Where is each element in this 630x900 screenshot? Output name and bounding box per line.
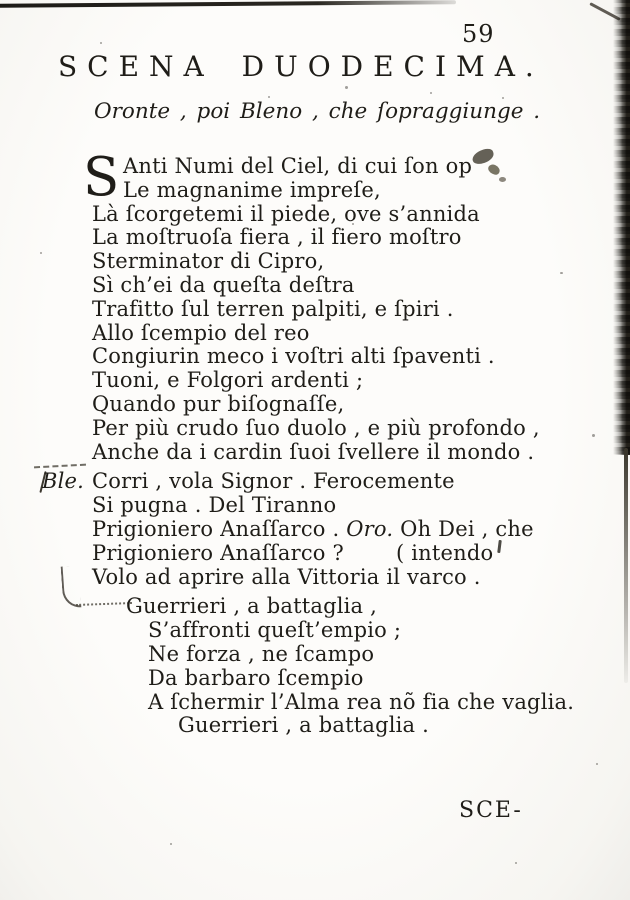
verse-line	[92, 202, 612, 226]
margin-ink-mark	[34, 464, 86, 469]
verse-line	[92, 493, 612, 517]
verse-text: Quando pur biſognaſſe,	[92, 391, 345, 416]
verse-line	[92, 517, 612, 541]
scan-speck	[40, 252, 42, 254]
verse-text: Prigioniero Anaſſarco ?	[92, 540, 344, 565]
verse-text: S’affronti queſt’empio ;	[148, 618, 402, 643]
scan-speck	[515, 862, 517, 864]
verse-line	[92, 154, 612, 178]
verse-text: Prigioniero Anaſſarco .	[92, 516, 347, 541]
scan-speck	[100, 42, 102, 44]
inline-speaker-label: Oro.	[346, 516, 394, 541]
verse-line	[92, 249, 612, 273]
verse-line	[92, 416, 612, 440]
verse-text: Sì ch’ei da queſta deſtra	[92, 272, 355, 297]
verse-text: La moſtruoſa fiera , il fiero moſtro	[92, 225, 462, 250]
scan-speck	[345, 86, 348, 89]
verse-text: Trafitto ſul terren palpiti, e ſpiri .	[92, 296, 454, 321]
stage-direction: Oronte , poi Bleno , che ſopraggiunge .	[94, 99, 541, 124]
scan-speck	[268, 96, 270, 98]
verse-text: Guerrieri , a battaglia .	[178, 713, 430, 738]
verse-text: Corri , vola Signor . Ferocemente	[92, 469, 455, 494]
verse-text: A ſchermir l’Alma rea nõ fia che vaglia.	[148, 689, 575, 714]
verse-line	[92, 565, 612, 589]
verse-line	[92, 392, 612, 416]
verse-line	[92, 594, 612, 618]
verse-line	[92, 321, 612, 345]
speaker-label: Ble.	[42, 469, 85, 494]
verse-line	[92, 368, 612, 392]
scan-speck	[596, 763, 598, 765]
scan-speck	[430, 92, 432, 94]
verse-line	[92, 713, 612, 737]
page-right-edge-shadow	[613, 0, 630, 455]
verse-line	[92, 297, 612, 321]
verse-text: Là ſcorgetemi il piede, ove s’annida	[92, 201, 480, 226]
verse-text: Congiurin meco i voſtri alti ſpaventi .	[92, 344, 495, 369]
verse-line	[92, 618, 612, 642]
verse-text: Volo ad aprire alla Vittoria il varco .	[92, 564, 481, 589]
verse-text: ( intendo	[395, 540, 494, 565]
verse-text: Tuoni, e Folgori ardenti ;	[92, 368, 364, 393]
verse-line	[92, 344, 612, 368]
verse-text: Per più crudo ſuo duolo , e più profondo ,	[92, 415, 540, 440]
catchword: SCE-	[459, 798, 523, 823]
verse-line	[92, 178, 612, 202]
verse-text: Sterminator di Cipro,	[92, 249, 325, 274]
verse-line	[92, 541, 612, 565]
page-right-edge-line	[624, 448, 628, 683]
verse-line	[42, 469, 612, 494]
verse-text: Le magnanime impreſe,	[123, 177, 381, 202]
verse-text: Oh Dei , che	[393, 516, 534, 541]
verse-line	[92, 225, 612, 249]
verse-line	[92, 642, 612, 666]
scene-heading: SCENA DUODECIMA.	[58, 50, 544, 83]
verse-line	[92, 440, 612, 464]
verse-text: Si pugna . Del Tiranno	[92, 493, 337, 518]
verse-text: Da barbaro ſcempio	[148, 665, 364, 690]
verse-text: Anche da i cardin ſuoi ſvellere il mondo .	[92, 439, 535, 464]
page-top-edge-shadow	[0, 0, 456, 8]
verse-line	[92, 666, 612, 690]
page-number: 59	[462, 20, 495, 48]
drop-cap-initial: S	[83, 147, 120, 208]
verse-block	[42, 147, 612, 738]
scan-speck	[170, 843, 172, 845]
verse-text: Ne forza , ne ſcampo	[148, 641, 375, 666]
verse-line	[92, 273, 612, 297]
verse-text: Allo ſcempio del reo	[92, 320, 310, 345]
verse-text: Anti Numi del Ciel, di cui ſon op	[123, 154, 473, 178]
verse-text: Guerrieri , a battaglia ,	[126, 594, 378, 619]
verse-line	[92, 690, 612, 714]
